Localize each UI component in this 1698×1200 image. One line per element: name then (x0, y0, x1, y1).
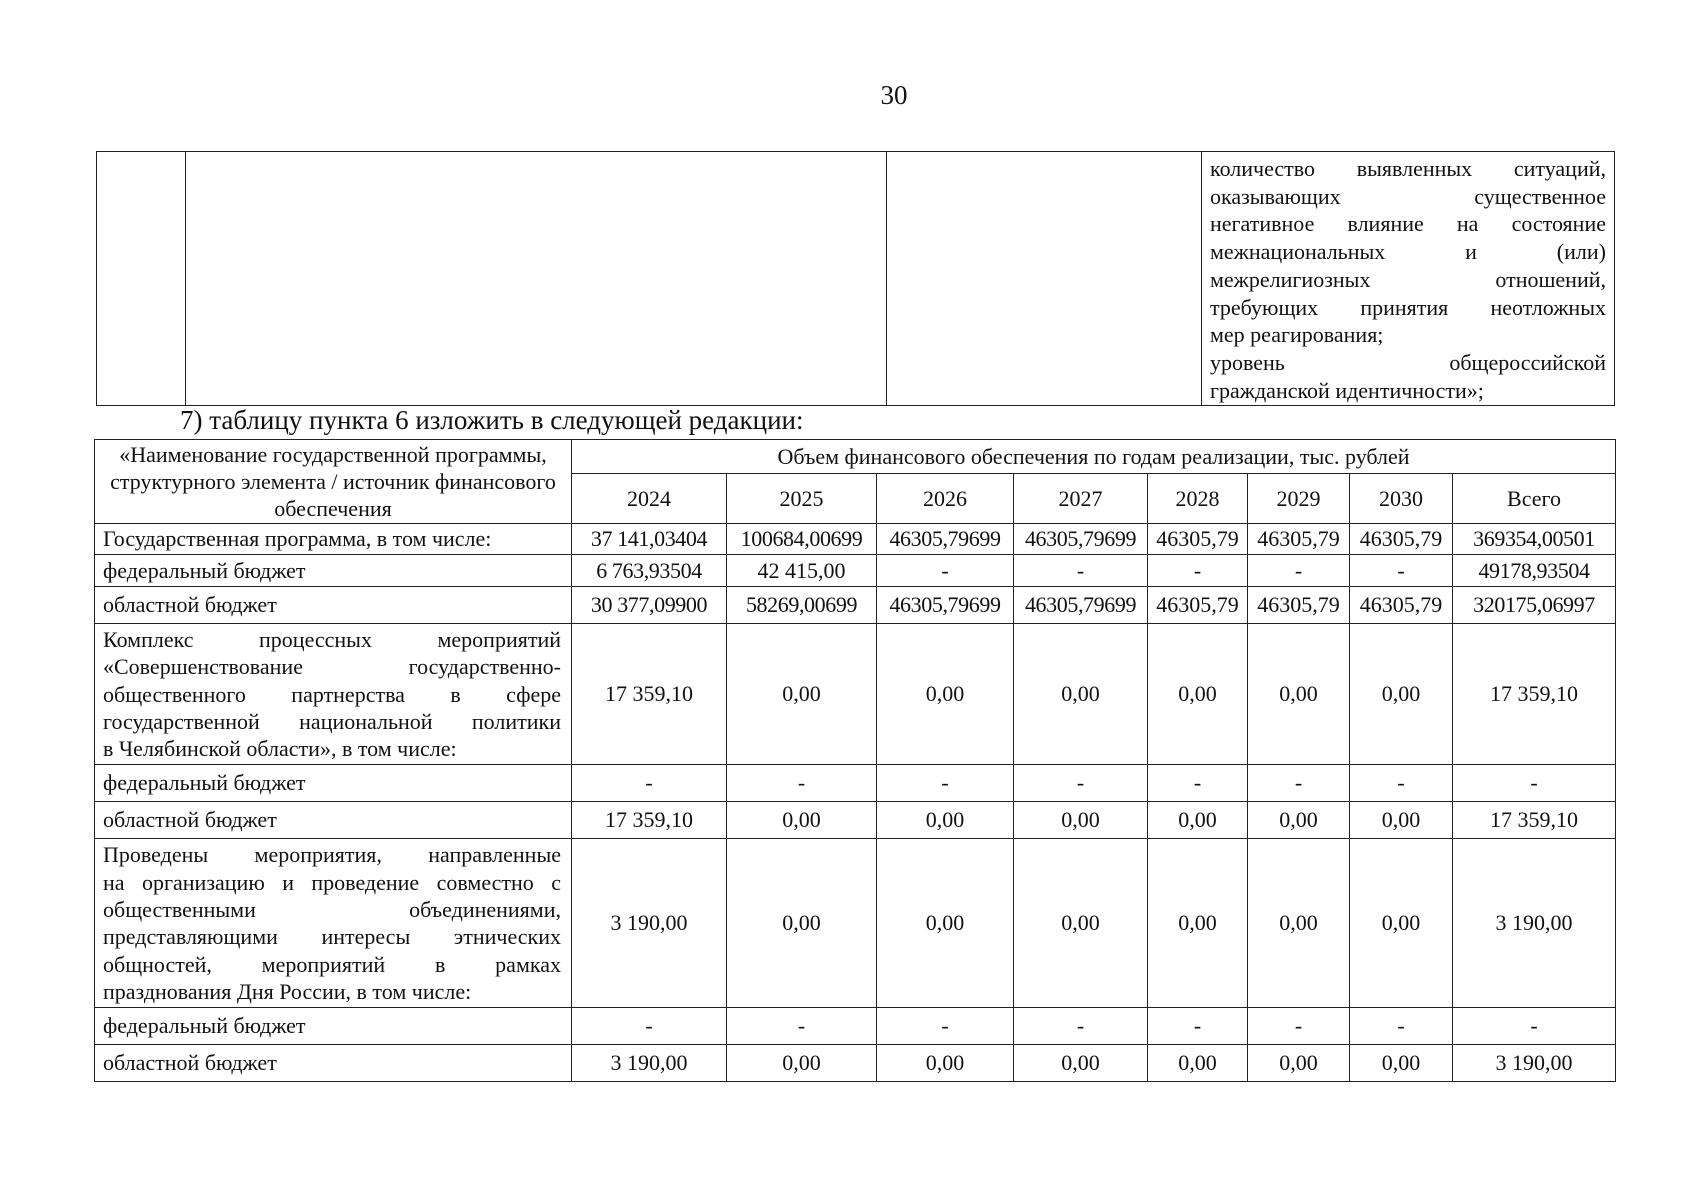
row-name-cell: федеральный бюджет (95, 765, 572, 802)
empty-cell (97, 152, 186, 406)
year-value-cell: 0,00 (727, 802, 877, 839)
year-value-cell: 46305,79 (1248, 587, 1350, 624)
total-value-cell: 3 190,00 (1453, 1045, 1616, 1082)
year-column-header: 2030 (1350, 474, 1453, 524)
indicator-line: требующих принятия неотложных (1210, 294, 1606, 320)
year-value-cell: 0,00 (1248, 802, 1350, 839)
indicator-line: гражданской идентичности»; (1210, 377, 1484, 403)
finance-table (94, 439, 1616, 1082)
year-value-cell: 3 190,00 (572, 839, 727, 1008)
indicator-line: оказывающих существенное (1210, 183, 1606, 209)
empty-cell (186, 152, 887, 406)
year-value-cell: - (877, 1008, 1014, 1045)
year-value-cell: 0,00 (727, 1045, 877, 1082)
year-value-cell: 0,00 (1148, 802, 1248, 839)
year-value-cell: 46305,79 (1248, 524, 1350, 555)
total-value-cell: - (1453, 765, 1616, 802)
year-value-cell: 0,00 (877, 624, 1014, 765)
year-value-cell: 46305,79699 (877, 524, 1014, 555)
year-value-cell: 0,00 (727, 624, 877, 765)
year-value-cell: 0,00 (727, 839, 877, 1008)
year-value-cell: 0,00 (1350, 624, 1453, 765)
year-value-cell: - (572, 1008, 727, 1045)
previous-table-continuation (96, 151, 1615, 406)
total-value-cell: 49178,93504 (1453, 555, 1616, 587)
table-row (95, 839, 1616, 1008)
year-value-cell: 46305,79699 (1014, 587, 1148, 624)
year-value-cell: 0,00 (1248, 839, 1350, 1008)
total-value-cell: 17 359,10 (1453, 624, 1616, 765)
indicator-line: мер реагирования; (1210, 322, 1384, 348)
total-value-cell: - (1453, 1008, 1616, 1045)
row-name-line: на организацию и проведение совместно с (103, 869, 561, 895)
year-column-header: 2029 (1248, 474, 1350, 524)
year-value-cell: 0,00 (1350, 1045, 1453, 1082)
year-value-cell: 46305,79699 (877, 587, 1014, 624)
header-row (95, 440, 1616, 474)
year-value-cell: 0,00 (1014, 802, 1148, 839)
table-row (95, 587, 1616, 624)
total-value-cell: 320175,06997 (1453, 587, 1616, 624)
year-value-cell: 37 141,03404 (572, 524, 727, 555)
row-name-cell: Государственная программа, в том числе: (95, 524, 572, 555)
indicator-text (1210, 155, 1606, 404)
year-value-cell: 0,00 (1014, 624, 1148, 765)
row-name-cell: федеральный бюджет (95, 555, 572, 587)
row-name-cell (95, 624, 572, 765)
year-value-cell: 42 415,00 (727, 555, 877, 587)
year-value-cell: - (1350, 1008, 1453, 1045)
year-value-cell: - (727, 1008, 877, 1045)
year-column-header: 2028 (1148, 474, 1248, 524)
year-column-header: 2027 (1014, 474, 1148, 524)
year-value-cell: 0,00 (1350, 802, 1453, 839)
table-row (95, 802, 1616, 839)
year-value-cell: - (877, 555, 1014, 587)
year-value-cell: 3 190,00 (572, 1045, 727, 1082)
row-name-line: общностей, мероприятий в рамках (103, 951, 561, 977)
year-value-cell: 46305,79 (1148, 524, 1248, 555)
year-value-cell: 0,00 (1148, 1045, 1248, 1082)
row-name-line: общественными объединениями, (103, 897, 561, 923)
year-value-cell: 46305,79699 (1014, 524, 1148, 555)
table-row (95, 1008, 1616, 1045)
indicator-line: уровень общероссийской (1210, 349, 1606, 375)
year-column-header: 2025 (727, 474, 877, 524)
year-value-cell: - (572, 765, 727, 802)
year-value-cell: 58269,00699 (727, 587, 877, 624)
year-column-header: 2026 (877, 474, 1014, 524)
indicator-line: межнациональных и (или) (1210, 239, 1606, 265)
year-column-header: 2024 (572, 474, 727, 524)
year-value-cell: 46305,79 (1148, 587, 1248, 624)
row-name-cell: федеральный бюджет (95, 1008, 572, 1045)
total-column-header: Всего (1453, 474, 1616, 524)
year-value-cell: 100684,00699 (727, 524, 877, 555)
row-name-line: празднования Дня России, в том числе: (103, 978, 472, 1004)
table-row (97, 152, 1615, 406)
table-row (95, 1045, 1616, 1082)
year-value-cell: - (1148, 555, 1248, 587)
year-value-cell: 30 377,09900 (572, 587, 727, 624)
row-name-cell (95, 839, 572, 1008)
indicator-cell (1202, 152, 1615, 406)
funding-group-header: Объем финансового обеспечения по годам реализации, тыс. рублей (572, 440, 1616, 474)
year-value-cell: 46305,79 (1350, 587, 1453, 624)
year-value-cell: 17 359,10 (572, 802, 727, 839)
table-row (95, 555, 1616, 587)
name-column-header: «Наименование государственной программы, структурного элемента / источник финансового обеспечения (95, 440, 572, 524)
table-row (95, 524, 1616, 555)
year-value-cell: - (1148, 1008, 1248, 1045)
indicator-line: негативное влияние на состояние (1210, 211, 1606, 237)
row-name-line: государственной национальной политики (103, 708, 561, 734)
year-value-cell: 0,00 (1350, 839, 1453, 1008)
year-value-cell: - (877, 765, 1014, 802)
indicator-line: количество выявленных ситуаций, (1210, 156, 1606, 181)
year-value-cell: - (727, 765, 877, 802)
row-name-cell: областной бюджет (95, 802, 572, 839)
year-value-cell: - (1248, 765, 1350, 802)
row-name-line: представляющими интересы этнических (103, 924, 561, 950)
year-value-cell: 0,00 (1248, 624, 1350, 765)
year-value-cell: 6 763,93504 (572, 555, 727, 587)
year-value-cell: - (1248, 1008, 1350, 1045)
empty-cell (887, 152, 1202, 406)
row-name-line: в Челябинской области», в том числе: (103, 736, 457, 762)
table-row (95, 624, 1616, 765)
table-row (95, 765, 1616, 802)
page-number: 30 (880, 80, 908, 110)
year-value-cell: 0,00 (1148, 839, 1248, 1008)
year-value-cell: - (1014, 765, 1148, 802)
row-name-cell: областной бюджет (95, 587, 572, 624)
year-value-cell: - (1248, 555, 1350, 587)
year-value-cell: 0,00 (1014, 839, 1148, 1008)
year-value-cell: - (1350, 765, 1453, 802)
year-value-cell: 0,00 (877, 802, 1014, 839)
year-value-cell: - (1014, 1008, 1148, 1045)
year-value-cell: - (1350, 555, 1453, 587)
year-value-cell: 46305,79 (1350, 524, 1453, 555)
year-value-cell: 0,00 (1148, 624, 1248, 765)
year-value-cell: 0,00 (1248, 1045, 1350, 1082)
year-value-cell: 17 359,10 (572, 624, 727, 765)
total-value-cell: 369354,00501 (1453, 524, 1616, 555)
year-value-cell: 0,00 (877, 1045, 1014, 1082)
year-value-cell: 0,00 (1014, 1045, 1148, 1082)
row-name-line: общественного партнерства в сфере (103, 681, 561, 707)
year-value-cell: 0,00 (877, 839, 1014, 1008)
total-value-cell: 17 359,10 (1453, 802, 1616, 839)
row-name-line: Комплекс процессных мероприятий (103, 627, 561, 652)
year-value-cell: - (1148, 765, 1248, 802)
year-value-cell: - (1014, 555, 1148, 587)
total-value-cell: 3 190,00 (1453, 839, 1616, 1008)
row-name-cell: областной бюджет (95, 1045, 572, 1082)
row-name-line: Проведены мероприятия, направленные (103, 842, 561, 868)
row-name-line: «Совершенствование государственно- (103, 654, 561, 680)
instruction-text: 7) таблицу пункта 6 изложить в следующей редакции: (180, 405, 804, 435)
indicator-line: межрелигиозных отношений, (1210, 266, 1606, 292)
